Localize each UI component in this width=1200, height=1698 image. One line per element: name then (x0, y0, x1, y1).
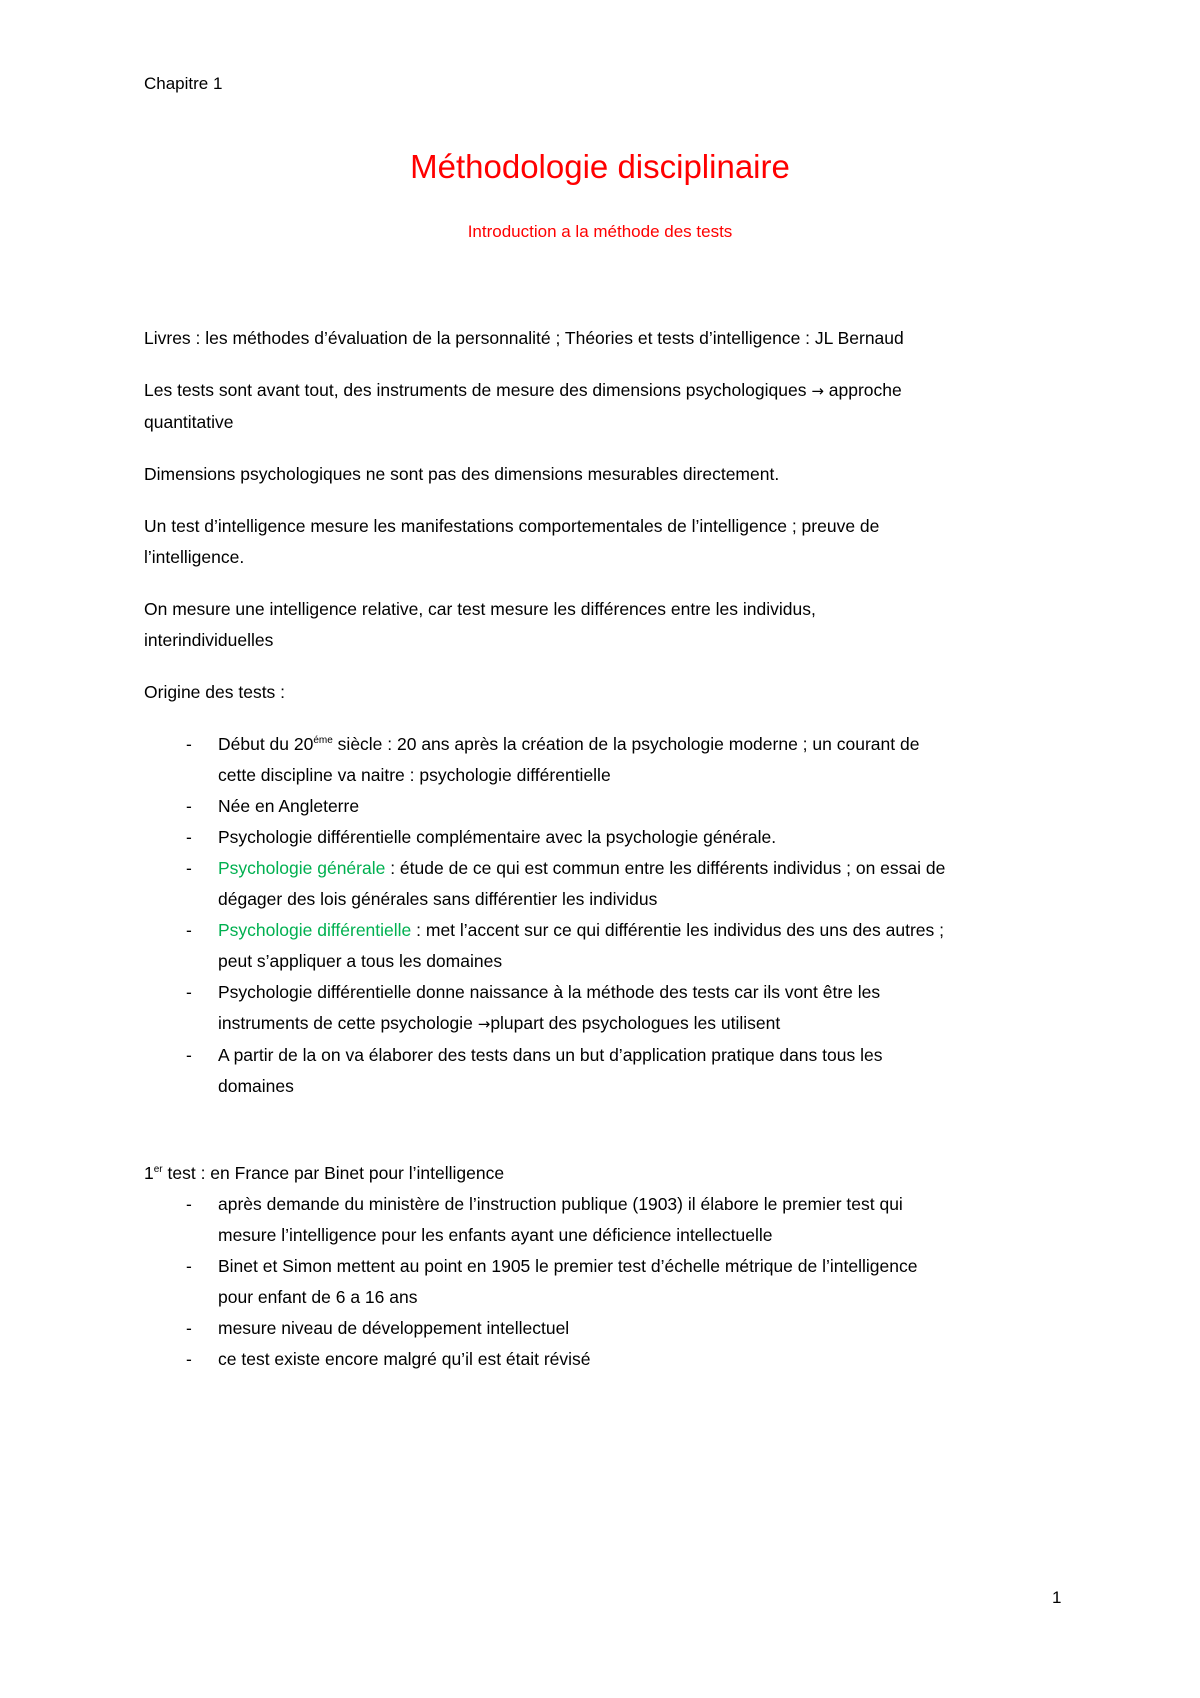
heading-text: 1 (144, 1163, 154, 1183)
list-item-text: après demande du ministère de l’instruction publique (1903) il élabore le premier test qui (218, 1194, 903, 1214)
main-body (144, 323, 1064, 1102)
list-item-text: Psychologie différentielle complémentaire avec la psychologie générale. (218, 827, 777, 847)
first-test-heading (144, 1158, 1064, 1189)
list-item-text: pour enfant de 6 a 16 ans (218, 1287, 418, 1307)
paragraph-text: On mesure une intelligence relative, car test mesure les différences entre les individus, (144, 599, 816, 619)
list-item-text: Née en Angleterre (218, 796, 360, 816)
list-dash: - (186, 1045, 192, 1065)
list-item-text: Binet et Simon mettent au point en 1905 le premier test d’échelle métrique de l’intelligence (218, 1256, 918, 1276)
origine-list (144, 729, 1064, 1102)
highlighted-term: Psychologie différentielle (218, 920, 412, 940)
list-dash: - (186, 920, 192, 940)
page-header-chapter: Chapitre 1 (144, 74, 223, 93)
list-dash: - (186, 1318, 192, 1338)
list-dash: - (186, 1349, 192, 1369)
list-item-text: siècle : 20 ans après la création de la psychologie moderne ; un courant de (332, 734, 920, 754)
arrow-right-icon: → (477, 1015, 491, 1033)
list-item-text: instruments de cette psychologie (218, 1013, 478, 1033)
list-item (144, 1189, 1064, 1251)
paragraph-text: interindividuelles (144, 630, 274, 650)
list-dash: - (186, 1256, 192, 1276)
list-item (144, 1251, 1064, 1313)
superscript: éme (313, 735, 333, 746)
list-item (144, 729, 1064, 791)
list-dash: - (186, 827, 192, 847)
list-item (144, 977, 1064, 1040)
paragraph-text: approche (823, 380, 902, 400)
paragraph-text: Un test d’intelligence mesure les manifestations comportementales de l’intelligence ; preuve de (144, 516, 880, 536)
first-test-section (144, 1158, 1064, 1375)
first-test-list (144, 1189, 1064, 1375)
paragraph-livres (144, 323, 1064, 354)
paragraph-origine-heading (144, 677, 1064, 708)
list-item-text: cette discipline va naitre : psychologie différentielle (218, 765, 611, 785)
paragraph-dimensions (144, 459, 1064, 490)
paragraph-text: Les tests sont avant tout, des instruments de mesure des dimensions psychologiques (144, 380, 807, 400)
list-item-text: dégager des lois générales sans différentier les individus (218, 889, 658, 909)
document-subtitle: Introduction a la méthode des tests (467, 222, 733, 241)
paragraph-text: l’intelligence. (144, 547, 245, 567)
paragraph-relative (144, 594, 1064, 656)
paragraph-tests-instruments (144, 375, 1064, 438)
list-item (144, 1040, 1064, 1102)
list-dash: - (186, 796, 192, 816)
list-item-text: ce test existe encore malgré qu’il est était révisé (218, 1349, 591, 1369)
list-dash: - (186, 982, 192, 1002)
list-item-text: Psychologie différentielle donne naissance à la méthode des tests car ils vont être les (218, 982, 881, 1002)
list-item (144, 1344, 1064, 1375)
list-item-text: A partir de la on va élaborer des tests dans un but d’application pratique dans tous les (218, 1045, 883, 1065)
list-item (144, 853, 1064, 915)
list-item (144, 791, 1064, 822)
document-title: Méthodologie disciplinaire (410, 148, 790, 185)
heading-text: test : en France par Binet pour l’intelligence (162, 1163, 505, 1183)
paragraph-text: Livres : les méthodes d’évaluation de la personnalité ; Théories et tests d’intelligence : JL Bernaud (144, 328, 904, 348)
list-item-text: domaines (218, 1076, 294, 1096)
list-item (144, 1313, 1064, 1344)
list-dash: - (186, 858, 192, 878)
paragraph-text: Dimensions psychologiques ne sont pas des dimensions mesurables directement. (144, 464, 780, 484)
arrow-right-icon: → (811, 382, 824, 400)
paragraph-text: quantitative (144, 412, 234, 432)
paragraph-text: Origine des tests : (144, 682, 286, 702)
highlighted-term: Psychologie générale (218, 858, 386, 878)
list-item-text: : met l’accent sur ce qui différentie les individus des uns des autres ; (411, 920, 945, 940)
superscript: er (153, 1164, 163, 1175)
list-item-text: mesure niveau de développement intellectuel (218, 1318, 570, 1338)
list-item-text: : étude de ce qui est commun entre les différents individus ; on essai de (385, 858, 946, 878)
list-item (144, 822, 1064, 853)
list-dash: - (186, 734, 192, 754)
list-item-text: plupart des psychologues les utilisent (490, 1013, 781, 1033)
list-item (144, 915, 1064, 977)
list-item-text: peut s’appliquer a tous les domaines (218, 951, 503, 971)
list-item-text: Début du 20 (218, 734, 314, 754)
paragraph-intelligence (144, 511, 1064, 573)
list-item-text: mesure l’intelligence pour les enfants ayant une déficience intellectuelle (218, 1225, 773, 1245)
page-number: 1 (1052, 1588, 1062, 1607)
list-dash: - (186, 1194, 192, 1214)
